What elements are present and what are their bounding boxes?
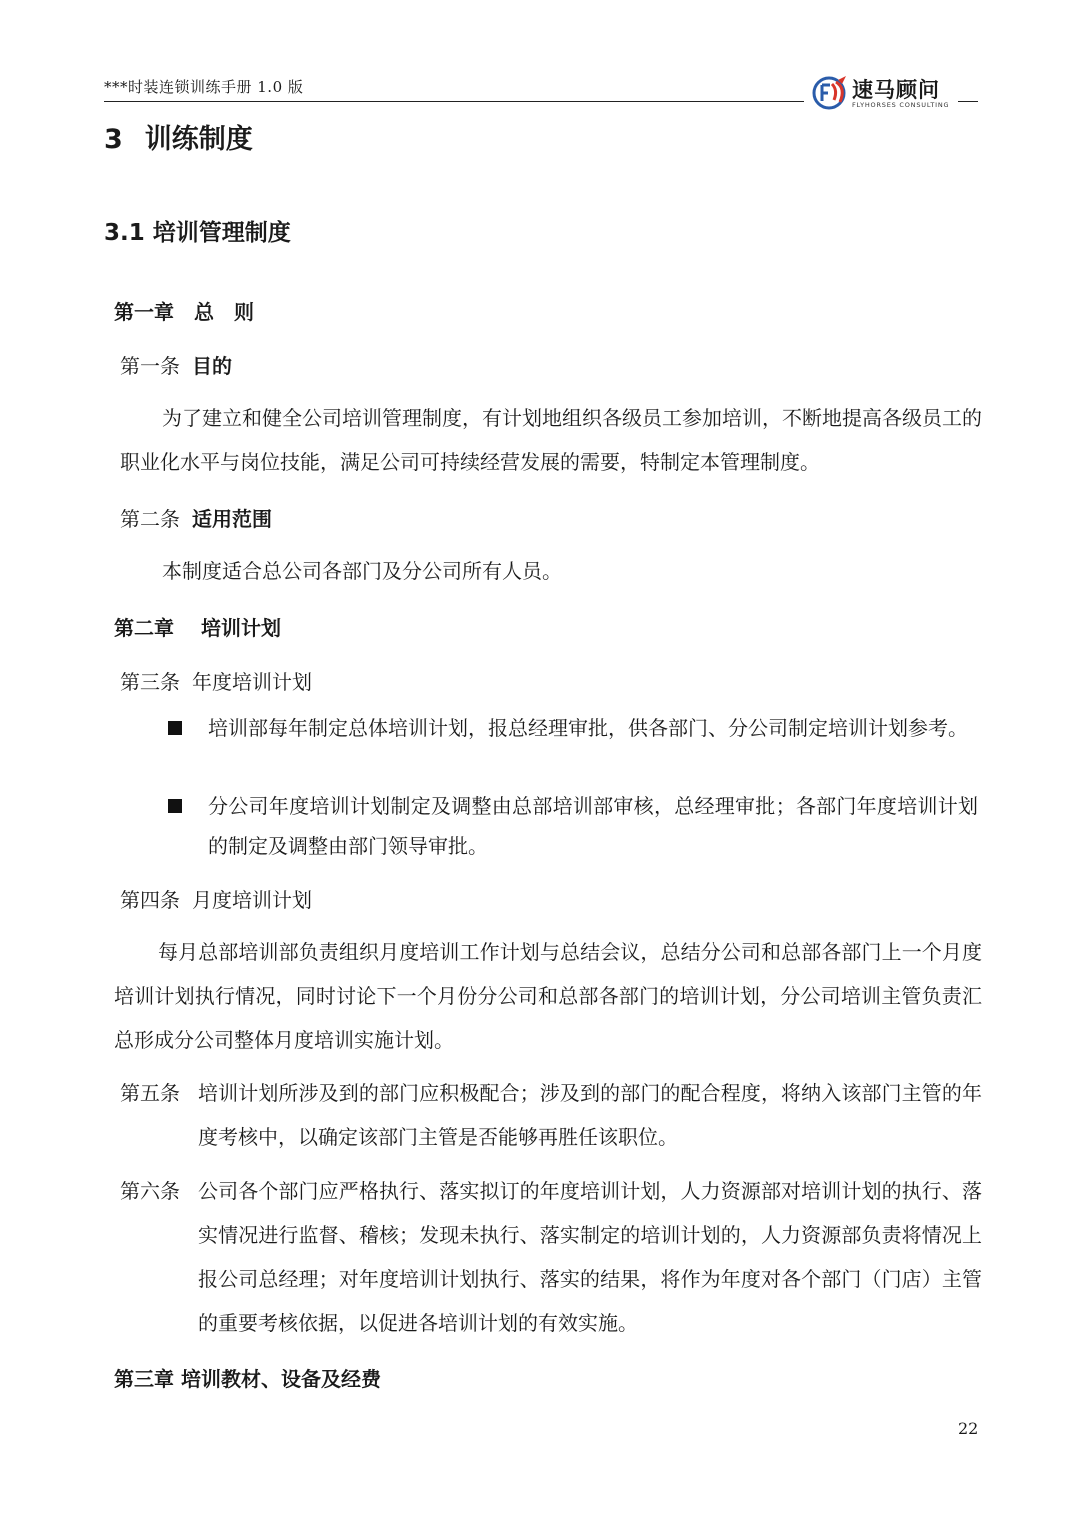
company-logo [808, 70, 958, 114]
header-rule [104, 101, 804, 102]
article-6 [120, 1169, 982, 1345]
article-1-heading [120, 350, 232, 379]
header-rule-end [958, 101, 978, 102]
bullet-text: 培训部每年制定总体培训计划，报总经理审批，供各部门、分公司制定培训计划参考。 [208, 716, 968, 740]
article-3-title: 年度培训计划 [192, 670, 312, 694]
article-3-label: 第三条 [120, 670, 180, 694]
article-4-title: 月度培训计划 [192, 888, 312, 912]
article-2-title: 适用范围 [192, 507, 272, 531]
article-5-text: 培训计划所涉及到的部门应积极配合；涉及到的部门的配合程度，将纳入该部门主管的年度考核中，以确定该部门主管是否能够再胜任该职位。 [198, 1081, 982, 1149]
article-2-heading [120, 503, 272, 532]
article-6-text: 公司各个部门应严格执行、落实拟订的年度培训计划，人力资源部对培训计划的执行、落实情况进行监督、稽核；发现未执行、落实制定的培训计划的，人力资源部负责将情况上报公司总经理；对年度培训计划执行、落实的结果，将作为年度对各个部门（门店）主管的重要考核依据，以促进各培训计划的有效实施。 [198, 1179, 982, 1335]
article-5 [120, 1071, 982, 1159]
section-title: 训练制度 [144, 124, 253, 155]
article-6-label: 第六条 [120, 1179, 180, 1203]
article-3-heading [120, 666, 312, 695]
subsection-heading: 3.1 培训管理制度 [104, 220, 291, 246]
article-1-title: 目的 [192, 354, 232, 378]
page-number: 22 [958, 1419, 979, 1438]
square-bullet-icon [168, 799, 182, 813]
section-heading [104, 117, 253, 156]
square-bullet-icon [168, 721, 182, 735]
article-1-label: 第一条 [120, 354, 180, 378]
header-doc-title: ***时装连锁训练手册 1.0 版 [104, 78, 304, 96]
article-4-heading [120, 884, 312, 913]
flyhorses-logo-icon [808, 70, 852, 114]
logo-chinese-name: 速马顾问 [852, 78, 940, 102]
section-number: 3 [104, 124, 123, 155]
article-4-text: 每月总部培训部负责组织月度培训工作计划与总结会议，总结分公司和总部各部门上一个月度培训计划执行情况，同时讨论下一个月份分公司和总部各部门的培训计划，分公司培训主管负责汇总形成分公司整体月度培训实施计划。 [114, 940, 982, 1052]
chapter-1-heading: 第一章 总 则 [114, 300, 254, 324]
chapter-2-heading: 第二章 培训计划 [114, 616, 281, 640]
chapter-3-heading: 第三章 培训教材、设备及经费 [114, 1367, 381, 1391]
logo-english-name: FLYHORSES CONSULTING [852, 101, 950, 109]
article-1-text: 为了建立和健全公司培训管理制度，有计划地组织各级员工参加培训，不断地提高各级员工的职业化水平与岗位技能，满足公司可持续经营发展的需要，特制定本管理制度。 [120, 406, 982, 474]
article-5-label: 第五条 [120, 1081, 180, 1105]
article-4-label: 第四条 [120, 888, 180, 912]
article-2-label: 第二条 [120, 507, 180, 531]
bullet-text: 分公司年度培训计划制定及调整由总部培训部审核，总经理审批；各部门年度培训计划的制定及调整由部门领导审批。 [208, 794, 978, 858]
article-2-text: 本制度适合总公司各部门及分公司所有人员。 [162, 559, 562, 583]
